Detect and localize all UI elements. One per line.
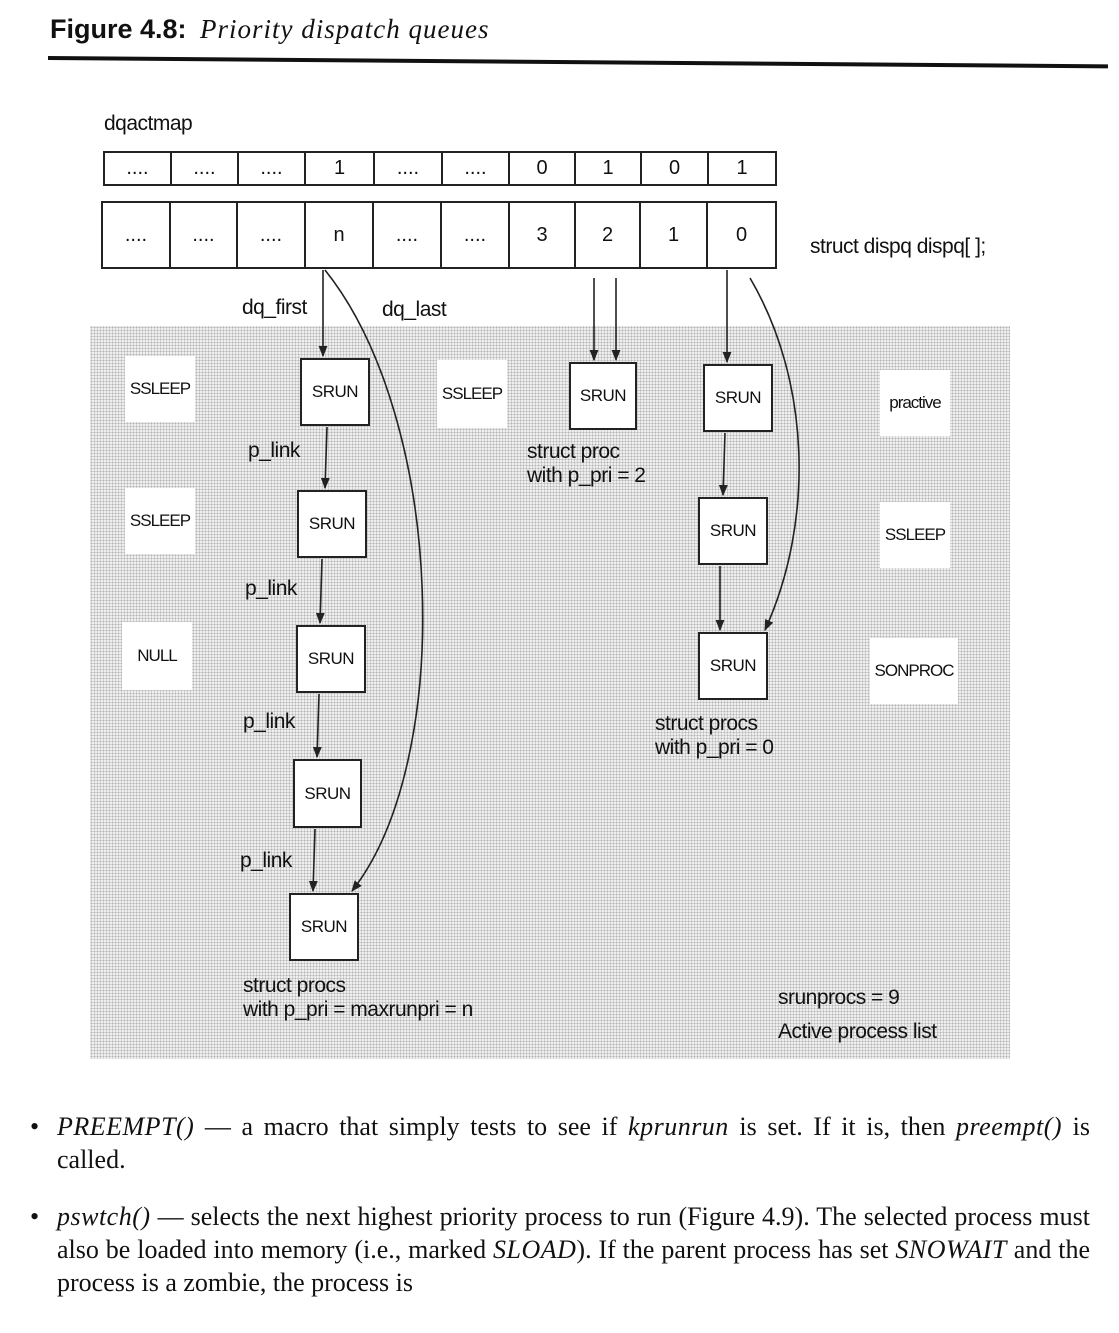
p-link-arrow: [313, 829, 315, 891]
bitmap-cell: ....: [103, 151, 172, 186]
dispq-cell: 2: [574, 201, 641, 269]
dispq-cell: ....: [440, 201, 510, 269]
state-box: SSLEEP: [437, 360, 507, 428]
srun-box: SRUN: [296, 625, 366, 693]
caption-line: with p_pri = 2: [527, 464, 646, 487]
dispq-cell: ....: [236, 201, 306, 269]
p-link-label: p_link: [245, 577, 297, 600]
text-run: is set. If it is, then: [728, 1112, 957, 1141]
paragraph: [57, 1110, 1090, 1176]
p-link-arrow: [320, 559, 322, 623]
term: SNOWAIT: [895, 1235, 1007, 1264]
caption-line: with p_pri = 0: [655, 736, 774, 759]
bitmap-cell: 1: [304, 151, 375, 186]
dq-last-arrow: [750, 278, 799, 630]
active-list-label: Active process list: [778, 1020, 937, 1043]
text-run: is called.: [57, 1112, 1091, 1174]
term: SLOAD: [493, 1235, 577, 1264]
bitmap-cell: 0: [508, 151, 576, 186]
caption-line: with p_pri = maxrunpri = n: [243, 998, 473, 1021]
p-link-arrow: [723, 433, 725, 495]
dispq-cell: ....: [169, 201, 238, 269]
term: preempt(): [956, 1112, 1063, 1141]
p-link-label: p_link: [243, 710, 295, 733]
text-run: — a macro that simply tests to see if: [194, 1112, 629, 1141]
srun-box: SRUN: [289, 893, 359, 961]
state-box: NULL: [122, 622, 192, 690]
state-box: SSLEEP: [125, 488, 195, 554]
bitmap-cell: ....: [373, 151, 443, 186]
p-link-arrow: [325, 427, 327, 488]
caption-line: struct proc: [527, 440, 620, 463]
bitmap-cell: ....: [170, 151, 239, 186]
p-link-arrow: [317, 694, 319, 757]
text-run: and the process is a zombie, the process is: [57, 1235, 1090, 1297]
bitmap-cell: 1: [707, 151, 777, 186]
term: kprunrun: [628, 1112, 729, 1141]
dq-first-label: dq_first: [242, 296, 307, 319]
figure-number: Figure 4.8:: [50, 14, 187, 44]
text-run: — selects the next highest priority process to run (Figure 4.9). The selected process must also be loaded into memory (i.e., marked: [57, 1202, 1090, 1264]
bitmap-cell: ....: [441, 151, 510, 186]
srun-box: SRUN: [703, 364, 773, 432]
state-box: SONPROC: [870, 638, 958, 704]
bullet-dot: •: [30, 1202, 40, 1231]
dispq-cell: ....: [101, 201, 171, 269]
dq-last-label: dq_last: [382, 298, 447, 321]
dispq-cell: 3: [508, 201, 576, 269]
term: pswtch(): [57, 1202, 151, 1231]
dispq-label: struct dispq dispq[ ];: [810, 235, 986, 258]
dispq-cell: 0: [706, 201, 777, 269]
text-run: ). If the parent process has set: [576, 1235, 896, 1264]
caption-line: struct procs: [655, 712, 758, 735]
term: PREEMPT(): [57, 1112, 195, 1141]
paragraph: [57, 1200, 1090, 1299]
srun-box: SRUN: [297, 490, 367, 558]
bullet-dot: •: [30, 1112, 40, 1141]
srun-box: SRUN: [300, 358, 370, 426]
dq-last-arrow: [325, 270, 423, 891]
srun-box: SRUN: [698, 632, 768, 700]
dispq-cell: ....: [372, 201, 442, 269]
p-link-label: p_link: [240, 849, 292, 872]
caption-line: struct procs: [243, 974, 346, 997]
figure-title: Priority dispatch queues: [200, 14, 490, 44]
bitmap-cell: 1: [574, 151, 642, 186]
srun-box: SRUN: [293, 759, 362, 828]
srunprocs-count: srunprocs = 9: [778, 986, 900, 1009]
state-box: SSLEEP: [880, 502, 950, 568]
bullet-preempt: [30, 1110, 1090, 1176]
p-link-label: p_link: [248, 439, 300, 462]
state-box: SSLEEP: [125, 356, 195, 422]
dispq-cell: 1: [639, 201, 708, 269]
srun-box: SRUN: [569, 362, 637, 430]
srun-box: SRUN: [698, 497, 768, 565]
state-box: practive: [880, 370, 950, 436]
bitmap-label: dqactmap: [104, 112, 193, 135]
bullet-pswtch: [30, 1200, 1090, 1299]
bitmap-cell: 0: [640, 151, 709, 186]
dispq-cell: n: [304, 201, 374, 269]
bitmap-cell: ....: [237, 151, 306, 186]
